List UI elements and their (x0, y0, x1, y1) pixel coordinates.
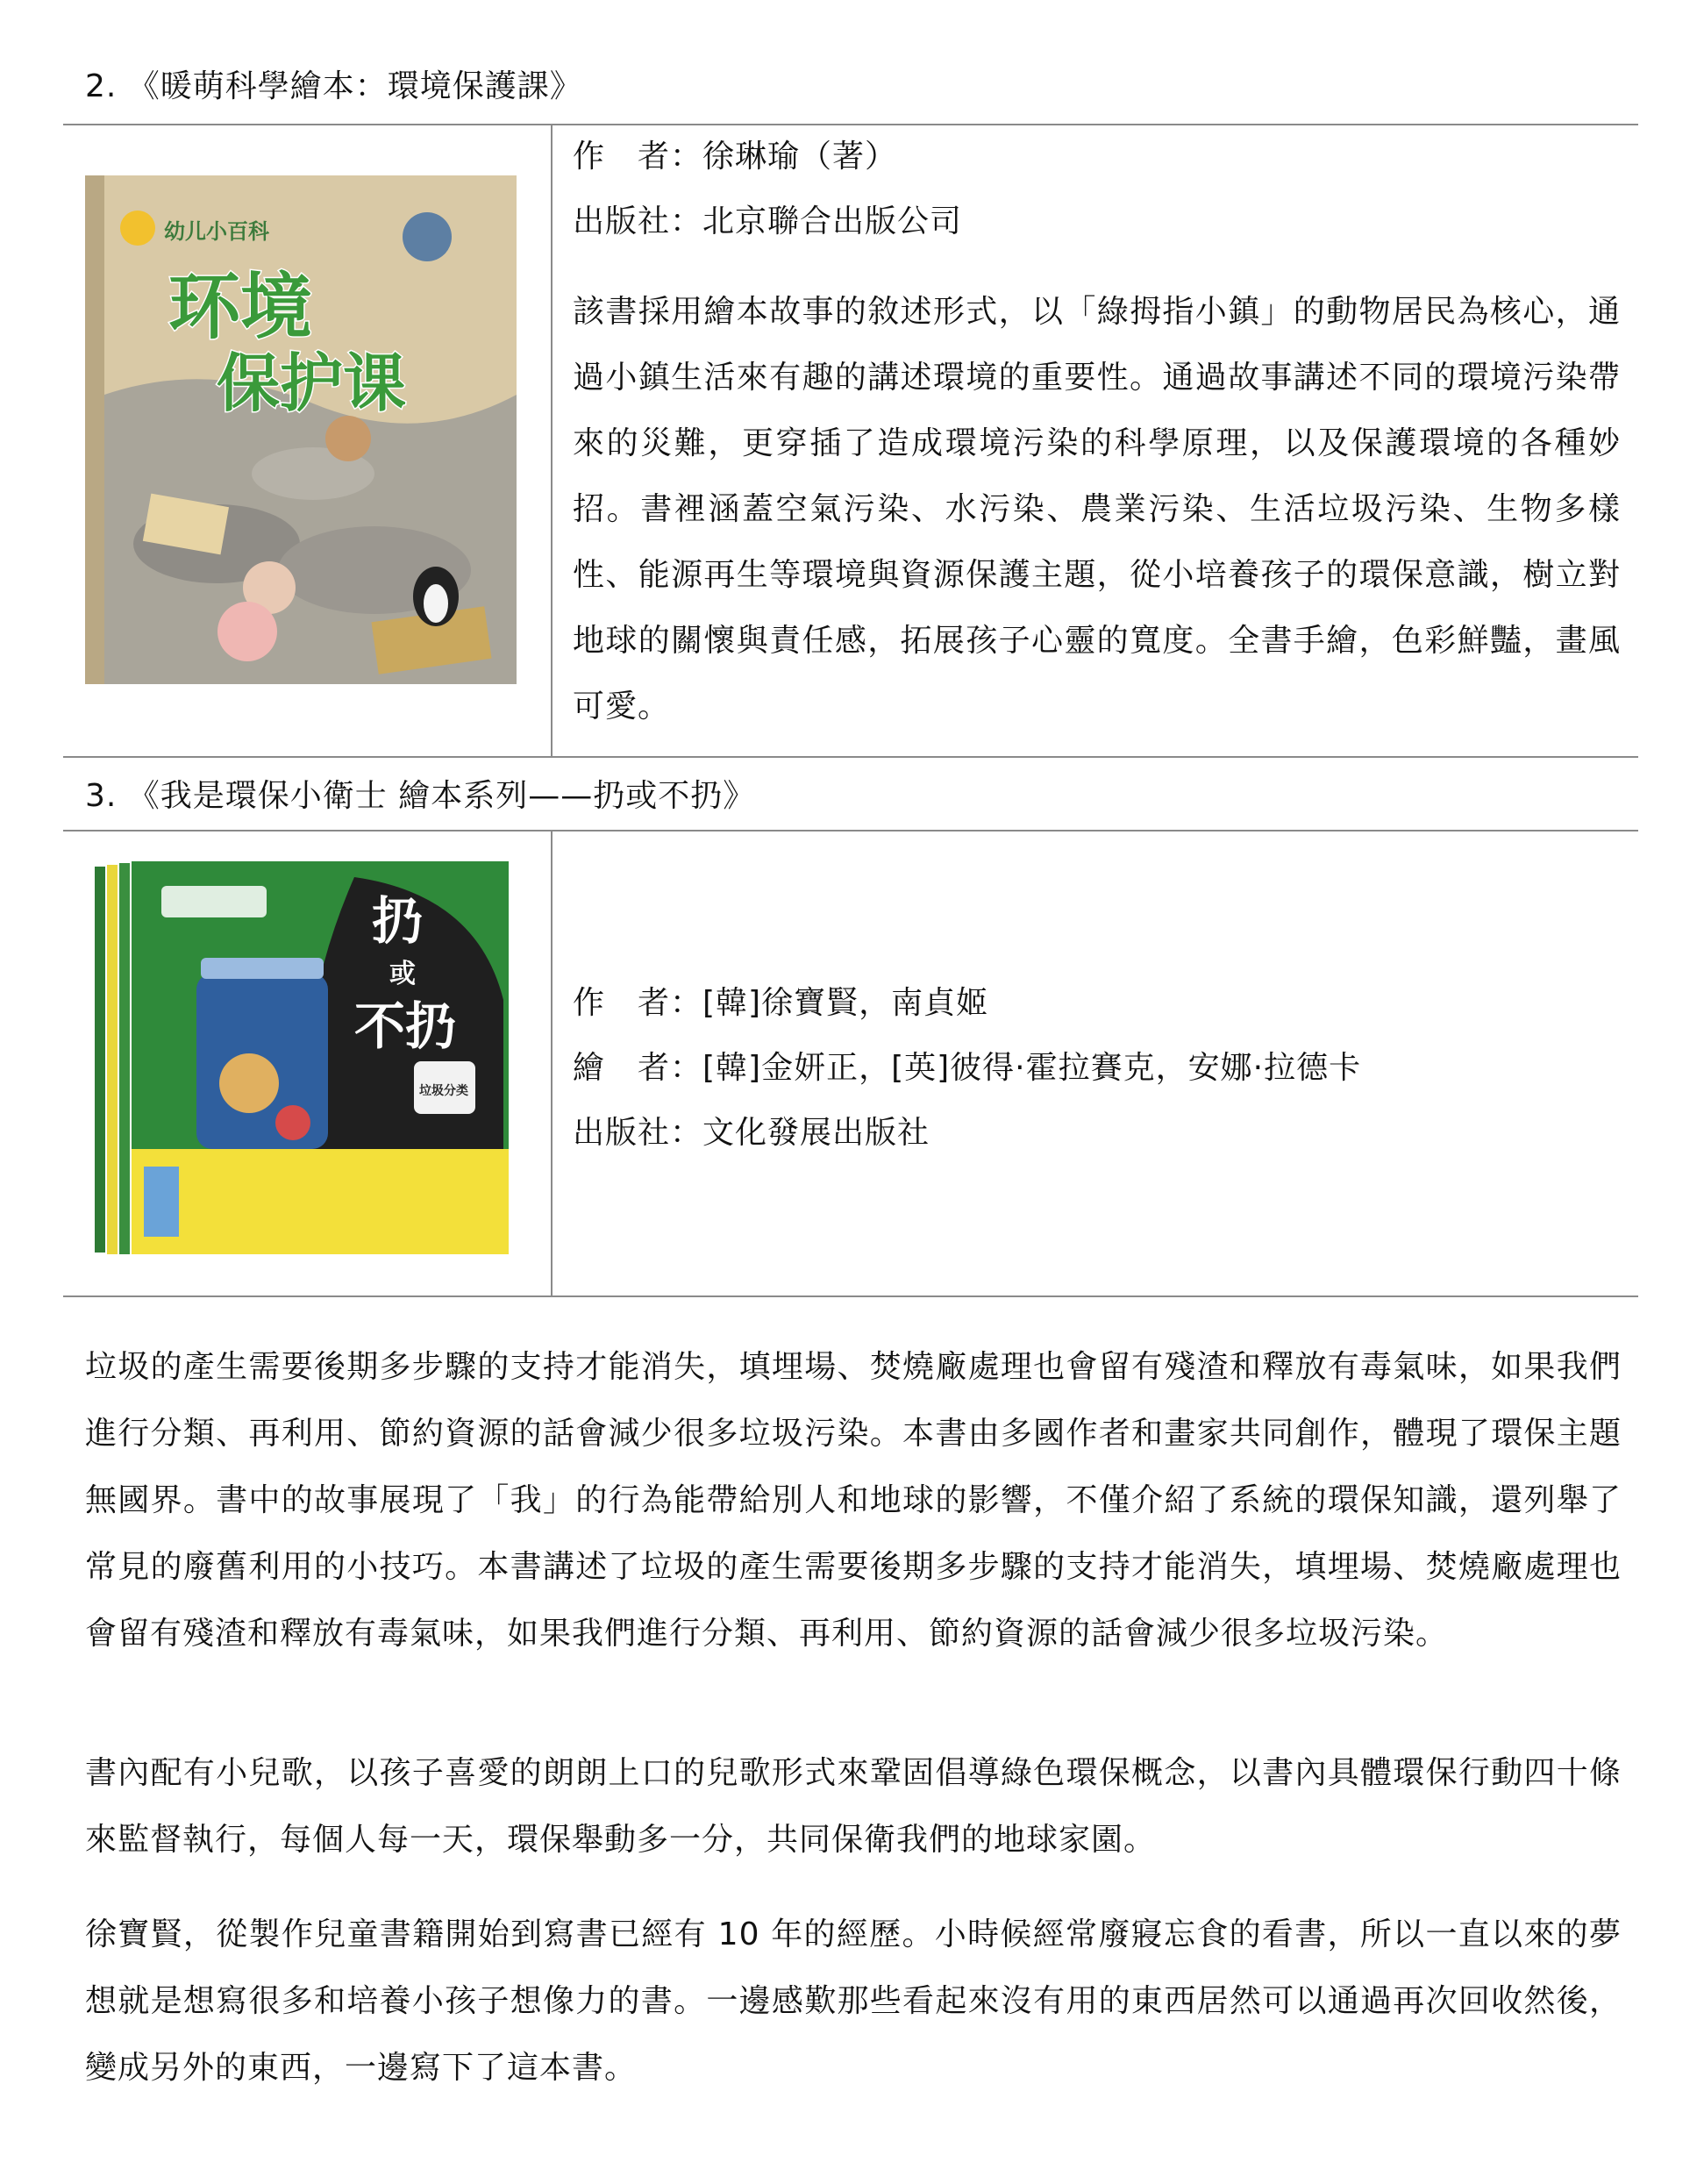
table-rule-mid1 (63, 756, 1638, 758)
table-rule-mid2 (63, 830, 1638, 831)
book2-info (573, 125, 1621, 739)
book3-cover-title-2: 或 (389, 959, 416, 989)
book3-illustrator: 繪 者：[韓]金妍正，[英]彼得·霍拉賽克，安娜·拉德卡 (573, 1050, 1362, 1086)
book2-cover-series-label: 幼儿小百科 (164, 219, 269, 244)
book2-publisher: 出版社：北京聯合出版公司 (573, 203, 963, 239)
book3-publisher: 出版社：文化發展出版社 (573, 1115, 930, 1151)
body-paragraph-1: 垃圾的產生需要後期多步驟的支持才能消失，填埋場、焚燒廠處理也會留有殘渣和釋放有毒氣味，如果我們進行分類、再利用、節約資源的話會減少很多垃圾污染。本書由多國作者和畫家共同創作，體現了環保主題無國界。書中的故事展現了「我」的行為能帶給別人和地球的影響，不僅介紹了系統的環保知識，還列舉了常見的廢舊利用的小技巧。本書講述了垃圾的產生需要後期多步驟的支持才能消失，填埋場、焚燒廠處理也會留有殘渣和釋放有毒氣味，如果我們進行分類、再利用、節約資源的話會減少很多垃圾污染。 (85, 1349, 1622, 1652)
book3-cover-image (91, 860, 512, 1265)
table-rule-bottom (63, 1295, 1638, 1297)
book2-description: 該書採用繪本故事的敘述形式，以「綠拇指小鎮」的動物居民為核心，通過小鎮生活來有趣的講述環境的重要性。通過故事講述不同的環境污染帶來的災難，更穿插了造成環境污染的科學原理，以及保護環境的各種妙招。書裡涵蓋空氣污染、水污染、農業污染、生活垃圾污染、生物多樣性、能源再生等環境與資源保護主題，從小培養孩子的環保意識，樹立對地球的關懷與責任感，拓展孩子心靈的寬度。全書手繪，色彩鮮豔，畫風可愛。 (573, 294, 1621, 724)
book2-heading: 2. 《暖萌科學繪本：環境保護課》 (85, 68, 582, 104)
table-column-divider (551, 125, 553, 757)
body-paragraph-3: 徐寶賢，從製作兒童書籍開始到寫書已經有 10 年的經歷。小時候經常廢寢忘食的看書，所以一直以來的夢想就是想寫很多和培養小孩子想像力的書。一邊感歎那些看起來沒有用的東西居然可以通過再次回收然後，變成另外的東西，一邊寫下了這本書。 (85, 1916, 1622, 2086)
book3-cover-title-3: 不扔 (354, 996, 457, 1056)
body-paragraph-2: 書內配有小兒歌，以孩子喜愛的朗朗上口的兒歌形式來鞏固倡導綠色環保概念，以書內具體環保行動四十條來監督執行，每個人每一天，環保舉動多一分，共同保衛我們的地球家園。 (85, 1755, 1622, 1858)
book2-cover-image (85, 175, 517, 684)
book2-cover-title-2: 保护课 (217, 346, 407, 420)
book3-author: 作 者：[韓]徐寶賢，南貞姬 (573, 985, 989, 1021)
book3-cover-title-1: 扔 (372, 891, 424, 951)
book2-cover-illustration (85, 175, 517, 684)
book2-cover-title-1: 环境 (168, 266, 313, 349)
book3-cover-tag: 垃圾分类 (419, 1084, 468, 1098)
table-column-divider-2 (551, 831, 553, 1296)
book3-cover-illustration (91, 860, 512, 1265)
book3-info (573, 971, 1621, 1166)
book3-heading: 3. 《我是環保小衛士 繪本系列——扔或不扔》 (85, 778, 756, 814)
book2-author: 作 者：徐琳瑜（著） (573, 139, 898, 175)
